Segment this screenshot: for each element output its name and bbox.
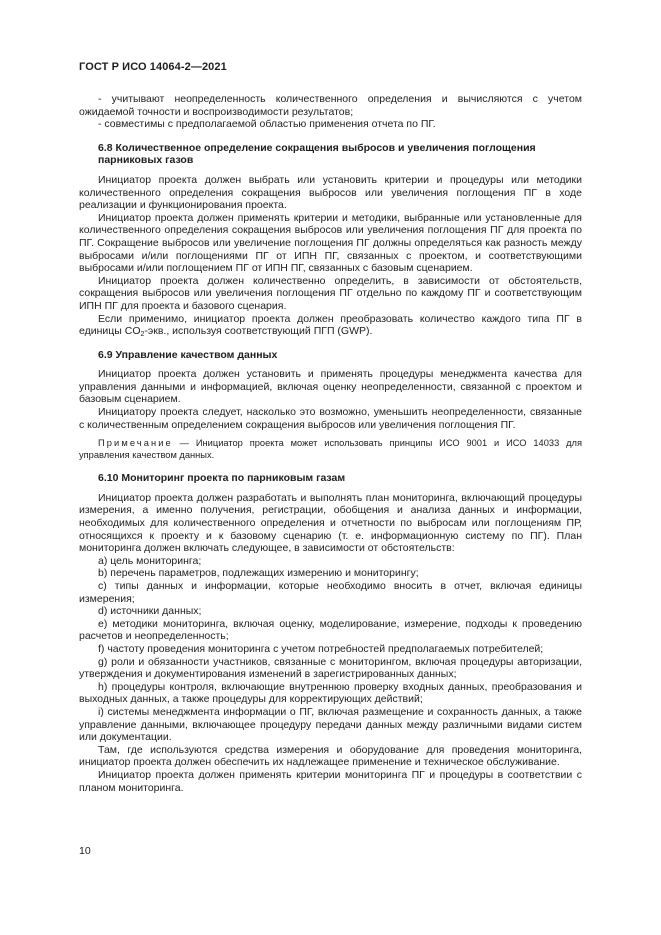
list-item: - учитывают неопределенность количественного определения и вычисляются с учетом ожидаемой точности и воспроизводимости результатов; — [79, 93, 582, 118]
text-run: Если применимо, инициатор проекта должен преобразовать количество каждого типа ПГ в единицы CO — [79, 312, 582, 338]
list-item: g) роли и обязанности участников, связанные с мониторингом, включая процедуры авторизации, утверждения и документирования изменений в зарегистрированных данных; — [79, 655, 582, 681]
section-heading-6-10: 6.10 Мониторинг проекта по парниковым газам — [98, 472, 346, 485]
paragraph: Инициатор проекта должен установить и применять процедуры менеджмента качества для управления данными и информацией, включая оценку неопределенности, связанной с проектом и базовым сценарием. — [79, 368, 582, 406]
list-item: b) перечень параметров, подлежащих измерению и мониторингу; — [98, 567, 419, 580]
section-heading-6-8: 6.8 Количественное определение сокращения выбросов и увеличения поглощения парниковых газов — [98, 141, 536, 167]
text-run: -экв., используя соответствующий ПГП (GWP). — [144, 325, 373, 338]
paragraph: Инициатор проекта должен применять критерии и методики, выбранные или установленные для количественного определения сокращения выбросов или увеличения поглощения ПГ для проекта по ПГ. Сокращение выбросов или увеличение поглощения ПГ должны определяться как разность между выбросами и/или поглощениями ПГ от ИПН ПГ, связанных с проектом, и соответствующими выбросами и/или поглощением ПГ от ИПН ПГ, связанных с базовым сценарием. — [79, 211, 582, 275]
section-heading-6-9: 6.9 Управление качеством данных — [98, 348, 278, 361]
paragraph — [79, 313, 582, 338]
list-item: i) системы менеджмента информации о ПГ, включая размещение и сохранность данных, а также управление данными, включающее процедуру передачи данных между различными видами систем или документации. — [79, 705, 582, 744]
list-item: a) цель мониторинга; — [98, 554, 202, 567]
list-item: e) методики мониторинга, включая оценку, моделирование, измерение, подходы к проведению расчетов и неопределенность; — [79, 617, 582, 643]
note-label: Примечание — [98, 438, 173, 449]
paragraph: Инициатору проекта следует, насколько это возможно, уменьшить неопределенности, связанные с количественным определением сокращения выбросов или увеличения поглощения ПГ. — [79, 406, 582, 431]
paragraph: Там, где используются средства измерения и оборудование для проведения мониторинга, инициатор проекта должен обеспечить их надлежащее применение и техническое обслуживание. — [79, 743, 582, 769]
page-header: ГОСТ Р ИСО 14064-2—2021 — [79, 61, 227, 73]
subscript: 2 — [140, 331, 145, 339]
list-item: - совместимы с предполагаемой областью применения отчета по ПГ. — [98, 118, 436, 131]
list-item: h) процедуры контроля, включающие внутреннюю проверку входных данных, преобразования и выходных данных, а также процедуры для корректирующих действий; — [79, 680, 582, 706]
paragraph: Инициатор проекта должен выбрать или установить критерии и процедуры или методики количественного определения сокращения выбросов или увеличения поглощения ПГ в ходе реализации и функционирования проекта. — [79, 173, 582, 212]
paragraph: Инициатор проекта должен разработать и выполнять план мониторинга, включающий процедуры измерения, а именно получения, регистрации, обобщения и анализа данных и информации, необходимых для количественного определения и отчетности по выбросам или поглощениям ПР, относящихся к проекту и к базовому сценарию (т. е. информационную систему по ПГ). План мониторинга должен включать следующее, в зависимости от обстоятельств: — [79, 491, 582, 555]
paragraph: Инициатор проекта должен количественно определить, в зависимости от обстоятельств, сокращения выбросов или увеличения поглощения ПГ отдельно по каждому ПГ и соответствующим ИПН ПГ для проекта и базового сценария. — [79, 274, 582, 312]
page-body — [79, 93, 582, 794]
list-item: d) источники данных; — [98, 605, 202, 618]
page-number: 10 — [79, 845, 91, 857]
paragraph: Инициатор проекта должен применять критерии мониторинга ПГ и процедуры в соответствии с планом мониторинга. — [79, 768, 582, 794]
note — [79, 438, 582, 461]
note-text: — Инициатор проекта может использовать принципы ИСО 9001 и ИСО 14033 для управления качеством данных. — [79, 438, 582, 460]
list-item: c) типы данных и информации, которые необходимо вносить в отчет, включая единицы измерения; — [79, 580, 582, 605]
list-item: f) частоту проведения мониторинга с учетом потребностей предполагаемых потребителей; — [98, 642, 544, 655]
